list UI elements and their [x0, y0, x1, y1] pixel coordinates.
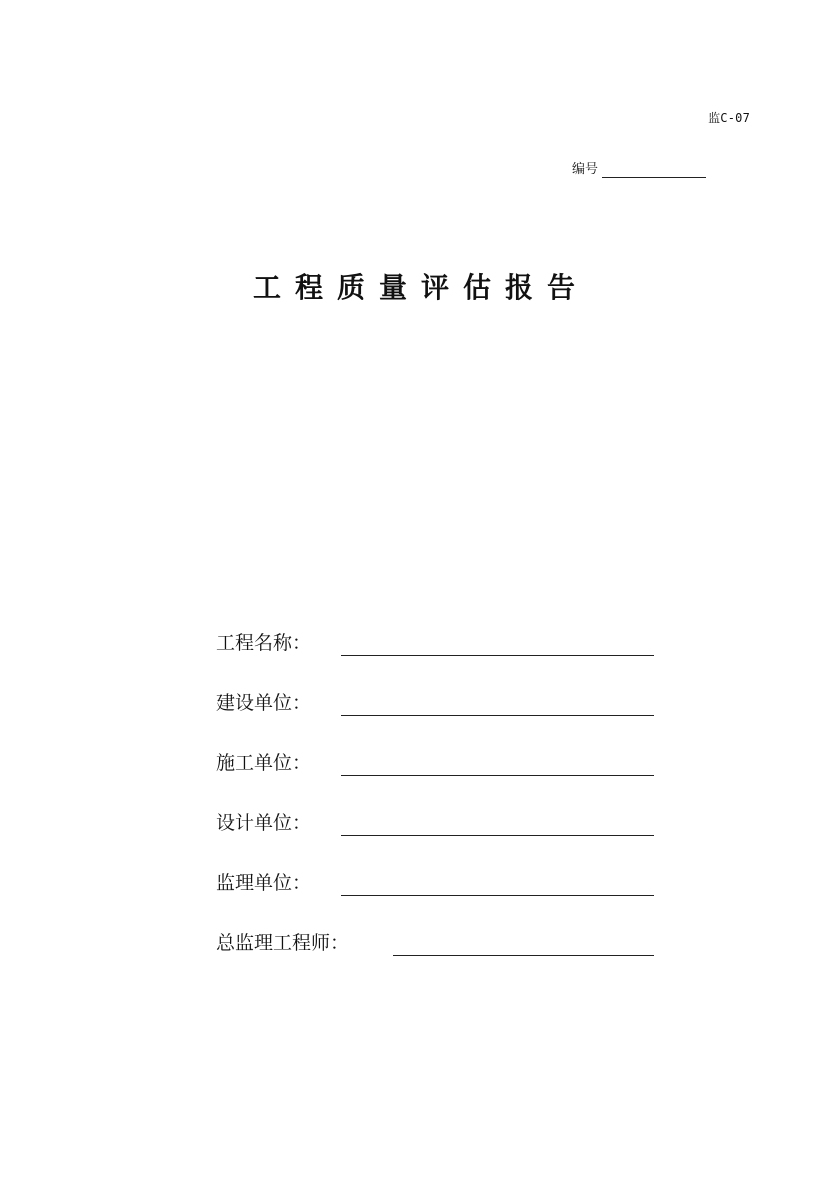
field-label-chief-engineer: 总监理工程师：	[216, 932, 350, 954]
field-label-project-name: 工程名称：	[216, 632, 312, 654]
field-line-project-name[interactable]	[341, 655, 654, 656]
field-line-owner[interactable]	[341, 715, 654, 716]
field-label-contractor: 施工单位：	[216, 752, 312, 774]
field-line-chief-engineer[interactable]	[393, 955, 654, 956]
field-label-designer: 设计单位：	[216, 812, 312, 834]
field-label-supervisor: 监理单位：	[216, 872, 312, 894]
page-title: 工程质量评估报告	[252, 271, 589, 304]
field-line-designer[interactable]	[341, 835, 654, 836]
field-line-contractor[interactable]	[341, 775, 654, 776]
form-code: 监C-07	[708, 111, 750, 125]
serial-label: 编号	[572, 162, 599, 177]
serial-number	[572, 158, 598, 177]
field-line-supervisor[interactable]	[341, 895, 654, 896]
serial-input-line[interactable]	[602, 177, 706, 178]
field-label-owner: 建设单位：	[216, 692, 312, 714]
